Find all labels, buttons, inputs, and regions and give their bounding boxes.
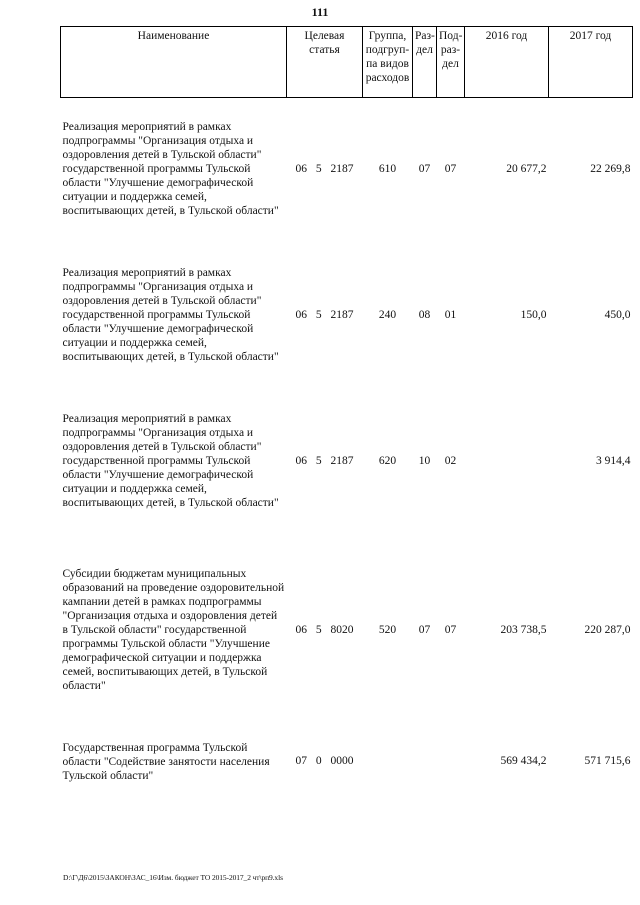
- row-subsection: 07: [444, 624, 457, 636]
- row-name: Реализация мероприятий в рамках подпрограммы "Организация отдыха и оздоровления детей в Тульской области" государственной программы Тульской области "Улучшение демографической ситуации и поддержка семей, воспитывающих детей, в Тульской области": [62, 267, 279, 363]
- row-target: 06 5 2187: [295, 455, 354, 467]
- row-target: 06 5 2187: [295, 163, 354, 175]
- row-target: 07 0 0000: [295, 755, 354, 767]
- row-group: 520: [378, 624, 397, 636]
- file-path-footer: D:\Г\Д6\2015\ЗАКОН\ЗАС_16\Изм. бюджет ТО 2015-2017_2 чт\рп9.xls: [63, 873, 283, 882]
- row-2016: 150,0: [520, 309, 547, 321]
- row-name: Реализация мероприятий в рамках подпрограммы "Организация отдыха и оздоровления детей в Тульской области" государственной программы Тульской области "Улучшение демографической ситуации и поддержка семей, воспитывающих детей, в Тульской области": [62, 121, 279, 217]
- row-name: Государственная программа Тульской области "Содействие занятости населения Тульской области": [62, 742, 270, 782]
- row-section: [413, 738, 437, 786]
- row-2017: 571 715,6: [584, 755, 631, 767]
- row-section: 08: [418, 309, 431, 321]
- page-number: 111: [311, 5, 329, 19]
- row-2016: 569 434,2: [500, 755, 547, 767]
- header-section: Раз-дел: [413, 27, 437, 98]
- budget-table: [60, 26, 633, 786]
- row-subsection: [437, 738, 465, 786]
- table-row: [61, 112, 633, 226]
- row-2017: 450,0: [604, 309, 631, 321]
- header-2016: 2016 год: [465, 27, 549, 98]
- header-target: Целевая статья: [287, 27, 363, 98]
- header-2017: 2017 год: [549, 27, 633, 98]
- row-section: 07: [418, 624, 431, 636]
- row-target: 06 5 8020: [295, 624, 354, 636]
- row-group: [363, 738, 413, 786]
- header-name: Наименование: [61, 27, 287, 98]
- row-section: 10: [418, 455, 431, 467]
- row-2017: 220 287,0: [584, 624, 631, 636]
- row-2016: 203 738,5: [500, 624, 547, 636]
- row-2016: 20 677,2: [506, 163, 547, 175]
- table-row: [61, 404, 633, 518]
- table-row: [61, 550, 633, 710]
- row-subsection: 07: [444, 163, 457, 175]
- header-group: Группа, подгруп-па видов расходов: [363, 27, 413, 98]
- row-group: 620: [378, 455, 397, 467]
- row-group: 610: [378, 163, 397, 175]
- row-2016: [465, 404, 549, 518]
- table-header-row: [61, 27, 633, 98]
- row-name: Реализация мероприятий в рамках подпрограммы "Организация отдыха и оздоровления детей в Тульской области" государственной программы Тульской области "Улучшение демографической ситуации и поддержка семей, воспитывающих детей, в Тульской области": [62, 413, 279, 509]
- row-target: 06 5 2187: [295, 309, 354, 321]
- row-group: 240: [378, 309, 397, 321]
- header-subsection: Под-раз-дел: [437, 27, 465, 98]
- table-row: [61, 258, 633, 372]
- row-subsection: 02: [444, 455, 457, 467]
- row-section: 07: [418, 163, 431, 175]
- table-row: [61, 738, 633, 786]
- row-2017: 22 269,8: [590, 163, 631, 175]
- row-subsection: 01: [444, 309, 457, 321]
- row-2017: 3 914,4: [596, 455, 631, 467]
- row-name: Субсидии бюджетам муниципальных образований на проведение оздоровительной кампании детей в рамках подпрограммы "Организация отдыха и оздоровления детей в Тульской области" государственной программы Тульской области "Улучшение демографической ситуации и поддержка семей, воспитывающих детей, в Тульской области": [62, 568, 285, 692]
